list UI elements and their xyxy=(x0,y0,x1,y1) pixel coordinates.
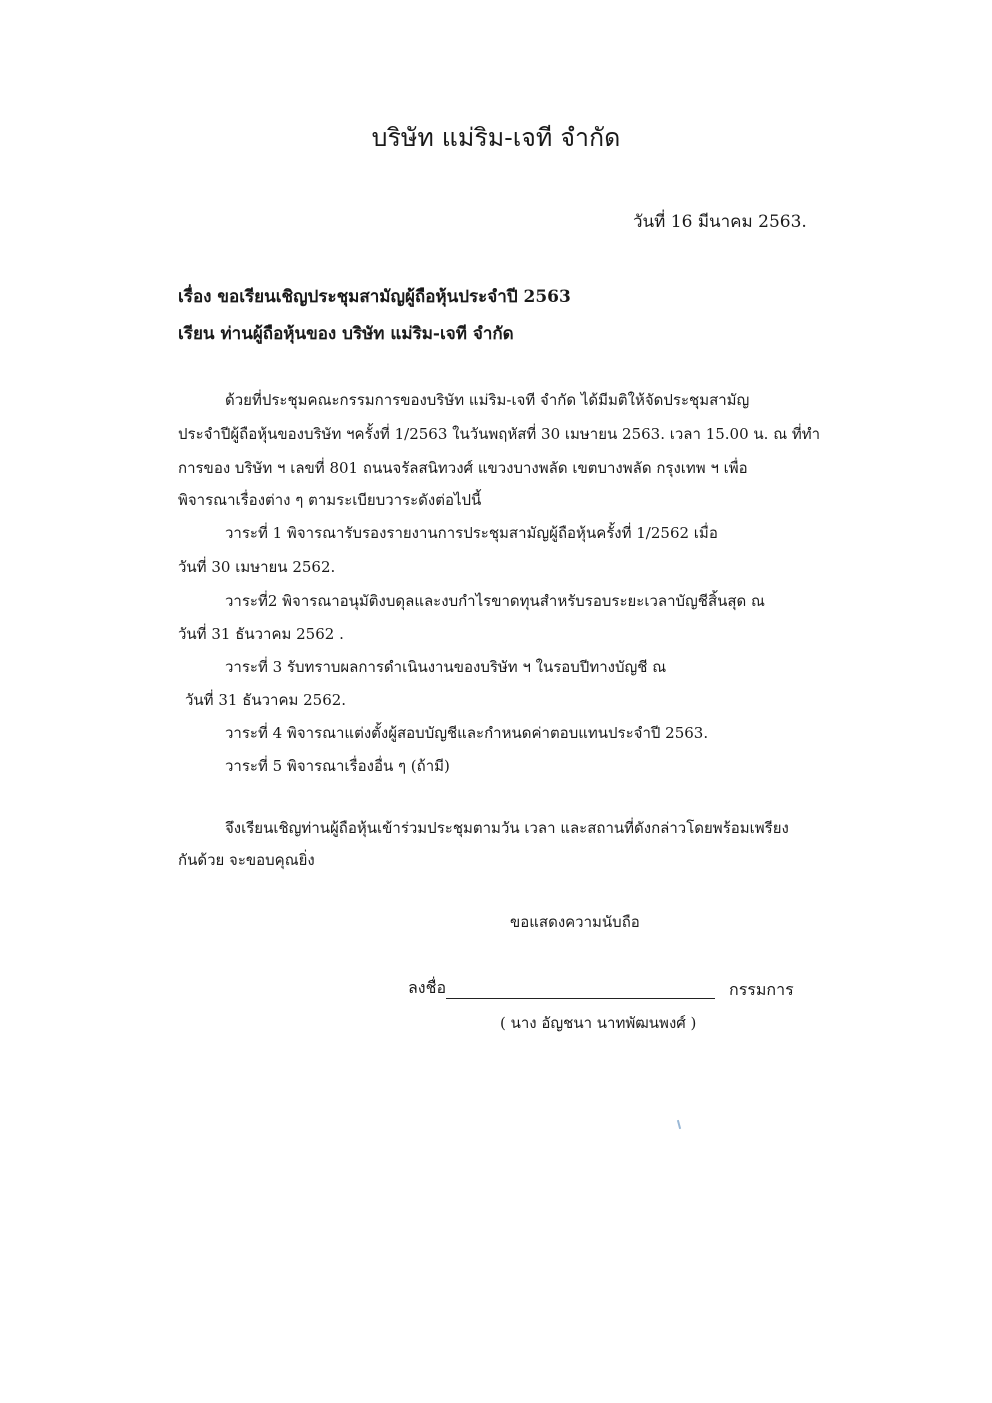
agenda-line: วันที่ 31 ธันวาคม 2562. xyxy=(185,691,347,709)
body-line: การของ บริษัท ฯ เลขที่ 801 ถนนจรัลสนิทวงศ์ แขวงบางพลัด เขตบางพลัด กรุงเทพ ฯ เพื่อ xyxy=(178,459,748,477)
agenda-line: วาระที่2 พิจารณาอนุมัติงบดุลและงบกำไรขาดทุนสำหรับรอบระยะเวลาบัญชีสิ้นสุด ณ xyxy=(225,592,765,610)
agenda-line: วาระที่ 1 พิจารณารับรองรายงานการประชุมสามัญผู้ถือหุ้นครั้งที่ 1/2562 เมื่อ xyxy=(225,524,718,542)
signature-line xyxy=(446,998,715,999)
signatory-role: กรรมการ xyxy=(729,980,794,999)
scan-speck xyxy=(677,1120,681,1129)
company-title: บริษัท แม่ริม-เจที จำกัด xyxy=(371,123,621,152)
invitation-line: จึงเรียนเชิญท่านผู้ถือหุ้นเข้าร่วมประชุมตามวัน เวลา และสถานที่ดังกล่าวโดยพร้อมเพรียง xyxy=(225,819,789,837)
recipient-line: เรียน ท่านผู้ถือหุ้นของ บริษัท แม่ริม-เจที จำกัด xyxy=(178,324,514,344)
closing-text: ขอแสดงความนับถือ xyxy=(510,913,640,931)
agenda-line: วาระที่ 4 พิจารณาแต่งตั้งผู้สอบบัญชีและกำหนดค่าตอบแทนประจำปี 2563. xyxy=(225,724,709,742)
signature-label: ลงชื่อ xyxy=(408,978,447,997)
agenda-line: วาระที่ 3 รับทราบผลการดำเนินงานของบริษัท ฯ ในรอบปีทางบัญชี ณ xyxy=(225,658,667,676)
agenda-line: วาระที่ 5 พิจารณาเรื่องอื่น ๆ (ถ้ามี) xyxy=(225,757,450,775)
subject-line: เรื่อง ขอเรียนเชิญประชุมสามัญผู้ถือหุ้นประจำปี 2563 xyxy=(178,287,571,307)
invitation-line: กันด้วย จะขอบคุณยิ่ง xyxy=(178,851,315,869)
letter-date: วันที่ 16 มีนาคม 2563. xyxy=(633,212,807,232)
body-line: ประจำปีผู้ถือหุ้นของบริษัท ฯครั้งที่ 1/2563 ในวันพฤหัสที่ 30 เมษายน 2563. เวลา 15.00 น. ณ ที่ทำ xyxy=(178,425,821,443)
signatory-name: ( นาง อัญชนา นาทพัฒนพงศ์ ) xyxy=(500,1014,697,1032)
agenda-line: วันที่ 30 เมษายน 2562. xyxy=(178,558,336,576)
body-line: พิจารณาเรื่องต่าง ๆ ตามระเบียบวาระดังต่อไปนี้ xyxy=(178,491,482,509)
body-line: ด้วยที่ประชุมคณะกรรมการของบริษัท แม่ริม-เจที จำกัด ได้มีมติให้จัดประชุมสามัญ xyxy=(225,391,750,409)
agenda-line: วันที่ 31 ธันวาคม 2562 . xyxy=(178,625,344,643)
